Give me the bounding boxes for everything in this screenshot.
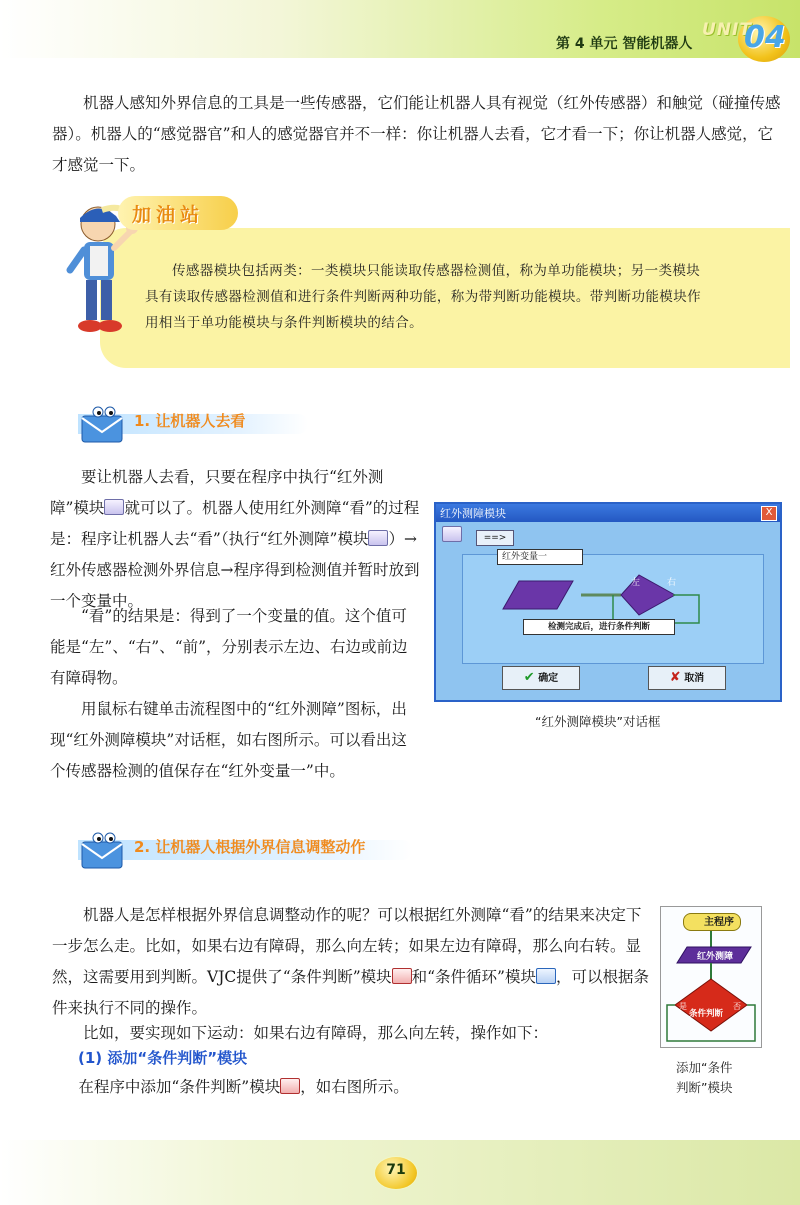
flow-cond-label: 条件判断 (689, 1009, 724, 1019)
flow-diagram-icon (661, 907, 761, 1047)
dialog-close-button[interactable]: X (761, 506, 777, 521)
unit-logo-text: UNIT (702, 20, 752, 40)
section2-paragraph-1 (52, 900, 650, 1024)
section1-p1-c: ）→红外传感器检测外界信息→程序得到检测值并暂时放到一个变量中。 (50, 530, 420, 610)
flow-yes-label: 是 (679, 1002, 687, 1011)
cross-icon: ✘ (669, 670, 681, 685)
dialog-ok-button[interactable] (502, 666, 580, 690)
section2-p1-a: 机器人是怎样根据外界信息调整动作的呢？可以根据红外测障“看”的结果来决定下一步怎么走。比如，如果右边有障碍，那么向左转；如果左边有障碍，那么向右转。显然，这需要用到判断。VJC提供了“条件判断”模块 (52, 906, 642, 986)
section1-paragraph-3: 用鼠标右键单击流程图中的“红外测障”图标，出现“红外测障模块”对话框，如右图所示。可以看出这个传感器检测的值保存在“红外变量一”中。 (50, 700, 407, 780)
ir-module-icon (368, 530, 388, 546)
diamond-right-label: 右 (667, 578, 677, 588)
variable-select[interactable]: 红外变量一 (497, 549, 583, 565)
section1-paragraph-2: “看”的结果是：得到了一个变量的值。这个值可能是“左”、“右”、“前”，分别表示左边、右边或前边有障碍物。 (50, 607, 408, 687)
page-number: 71 (386, 1162, 406, 1178)
dialog-title-bar (436, 504, 780, 522)
loop-module-icon (536, 968, 556, 984)
section1-heading (78, 404, 318, 440)
section2-p3-b: ，如右图所示。 (300, 1078, 409, 1096)
flow-no-label: 否 (733, 1002, 741, 1011)
check-icon: ✔ (523, 670, 535, 685)
section2-subheading: (1) 添加“条件判断”模块 (78, 1049, 248, 1067)
unit-logo (700, 16, 792, 62)
dialog-title: 红外测障模块 (440, 507, 506, 520)
diamond-left-label: 左 (631, 578, 641, 588)
section2-heading (78, 830, 418, 866)
tip-title: 加油站 (132, 204, 205, 226)
dialog-cancel-button[interactable] (648, 666, 726, 690)
section2-paragraph-3 (52, 1072, 650, 1103)
section2-p1-b: 和“条件循环”模块 (411, 968, 536, 986)
section1-p1-a: 要让机器人去看，只要在程序中执行“红外测障”模块 (50, 468, 384, 517)
dialog-content-panel (462, 554, 764, 664)
unit-title: 第 4 单元 智能机器人 (556, 36, 693, 52)
flowchart-caption-line1: 添加“条件 (676, 1060, 733, 1075)
condition-module-icon (280, 1078, 300, 1094)
section1-paragraph-1 (50, 462, 422, 617)
ir-module-icon (104, 499, 124, 515)
dialog-info-label: 检测完成后，进行条件判断 (523, 619, 675, 635)
section1-heading-text: 1. 让机器人去看 (134, 412, 246, 430)
unit-number: 04 (744, 20, 786, 55)
tip-text: 传感器模块包括两类：一类模块只能读取传感器检测值，称为单功能模块；另一类模块具有读取传感器检测值和进行条件判断两种功能，称为带判断功能模块。带判断功能模块作用相当于单功能模块与条件判断模块的结合。 (145, 263, 701, 331)
dialog-caption: “红外测障模块”对话框 (535, 714, 661, 729)
section2-paragraph-2: 比如，要实现如下运动：如果右边有障碍，那么向左转，操作如下： (83, 1024, 549, 1042)
ok-button-label: 确定 (538, 673, 559, 684)
dialog-arrow-button[interactable]: ==> (476, 530, 514, 546)
cancel-button-label: 取消 (684, 673, 705, 684)
section2-heading-text: 2. 让机器人根据外界信息调整动作 (134, 838, 366, 856)
envelope-mascot-icon (78, 830, 132, 870)
flowchart-screenshot (660, 906, 762, 1048)
section1-p1-b: 就可以了。机器人使用红外测障“看”的过程是：程序让机器人去“看”（执行“红外测障”模块 (50, 499, 420, 548)
flow-ir-label: 红外测障 (697, 952, 734, 962)
section2-p1-c: ，可以根据条件来执行不同的操作。 (52, 968, 649, 1017)
ir-module-dialog (434, 502, 782, 702)
flow-main-label: 主程序 (704, 917, 734, 928)
intro-paragraph: 机器人感知外界信息的工具是一些传感器，它们能让机器人具有视觉（红外传感器）和触觉（碰撞传感器）。机器人的“感觉器官”和人的感觉器官并不一样：你让机器人去看，它才看一下；你让机器人感觉，它才感觉一下。 (52, 94, 781, 174)
envelope-mascot-icon (78, 404, 132, 444)
condition-module-icon (392, 968, 412, 984)
ir-sensor-icon (442, 526, 462, 542)
section2-p3-a: 在程序中添加“条件判断”模块 (78, 1078, 281, 1096)
flowchart-caption-line2: 判断”模块 (676, 1080, 733, 1095)
